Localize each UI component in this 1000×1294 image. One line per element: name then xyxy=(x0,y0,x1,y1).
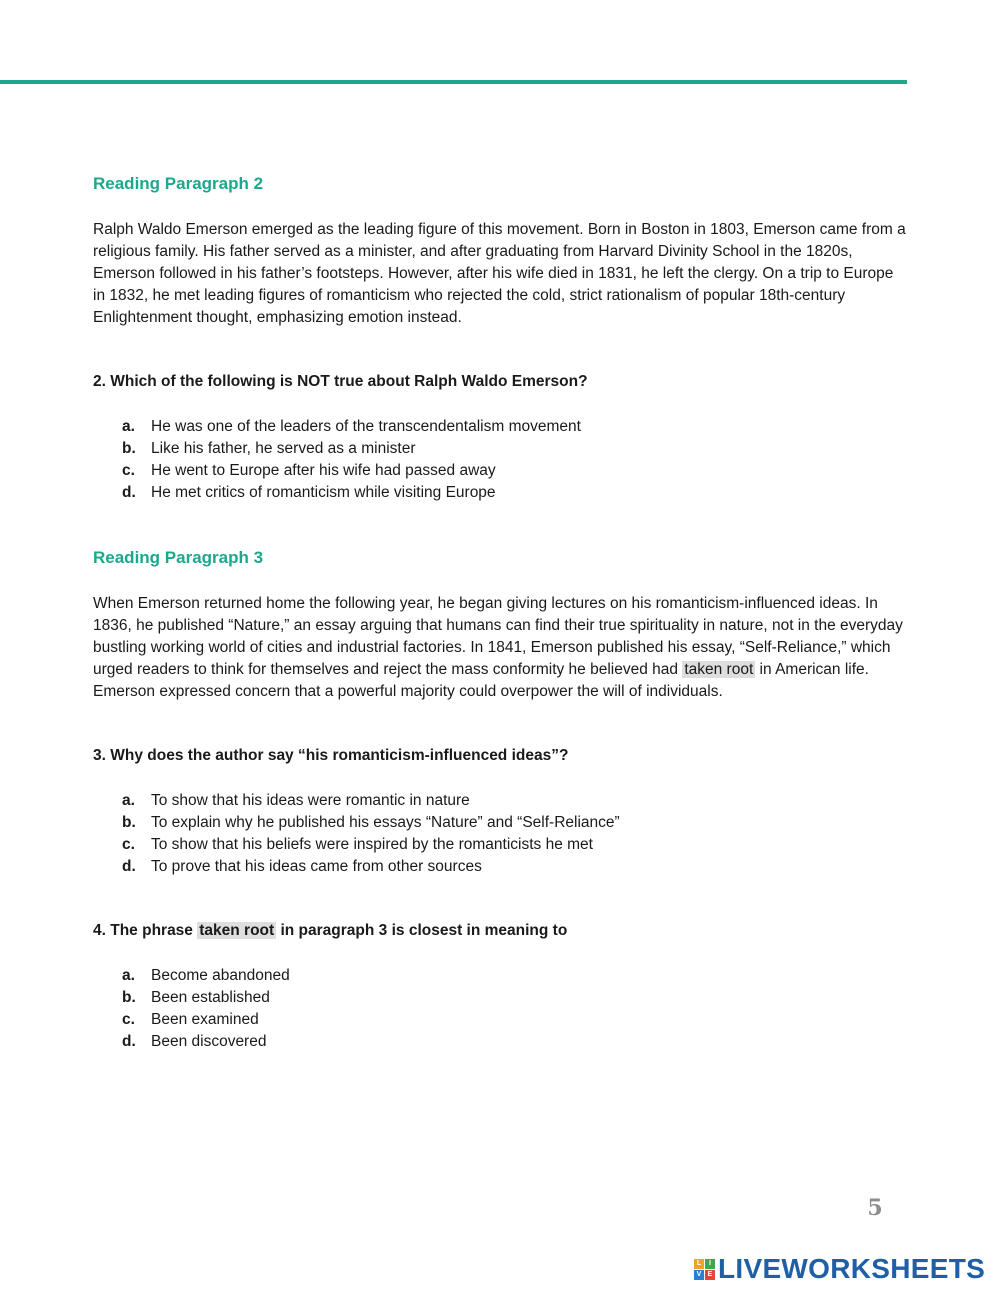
option-3c[interactable] xyxy=(122,834,908,856)
option-text: Like his father, he served as a minister xyxy=(151,440,416,457)
logo-letter: I xyxy=(705,1259,715,1269)
option-text: To show that his ideas were romantic in nature xyxy=(151,792,470,809)
logo-letter: V xyxy=(694,1270,704,1280)
option-2c[interactable] xyxy=(122,460,908,482)
paragraph-3-text-after: in American life. Emerson expressed concern that a powerful majority could overpower the will of individuals. xyxy=(93,661,869,700)
question-2: 2. Which of the following is NOT true about Ralph Waldo Emerson? xyxy=(93,373,588,390)
option-text: Been established xyxy=(151,989,270,1006)
option-text: To prove that his ideas came from other sources xyxy=(151,858,482,875)
option-4c[interactable] xyxy=(122,1009,908,1031)
option-4a[interactable] xyxy=(122,965,908,987)
highlighted-phrase: taken root xyxy=(684,661,754,678)
option-letter: d. xyxy=(122,484,136,501)
worksheet-content xyxy=(93,172,908,1053)
reading-paragraph-3 xyxy=(93,593,908,703)
option-letter: b. xyxy=(122,814,136,831)
option-4b[interactable] xyxy=(122,987,908,1009)
paragraph-3-text-before: When Emerson returned home the following year, he began giving lectures on his romanticism-influenced ideas. In 1836, he published “Nature,” an essay arguing that humans can find their true spirituality in nature, not in the everyday bustling working world of cities and industrial factories. In 1841, Emerson published his essay, “Self-Reliance,” which urged readers to think for themselves and reject the mass conformity he believed had xyxy=(93,595,903,678)
option-text: Been examined xyxy=(151,1011,259,1028)
option-4d[interactable] xyxy=(122,1031,908,1053)
option-letter: d. xyxy=(122,1033,136,1050)
question-3-options xyxy=(93,790,908,878)
option-2a[interactable] xyxy=(122,416,908,438)
option-letter: a. xyxy=(122,967,135,984)
logo-letter: L xyxy=(694,1259,704,1269)
option-text: To show that his beliefs were inspired by the romanticists he met xyxy=(151,836,593,853)
option-letter: b. xyxy=(122,440,136,457)
reading-paragraph-2: Ralph Waldo Emerson emerged as the leading figure of this movement. Born in Boston in 1803, Emerson came from a religious family. His father served as a minister, and after graduating from Harvard Divinity School in the 1820s, Emerson followed in his father’s footsteps. However, after his wife died in 1831, he left the clergy. On a trip to Europe in 1832, he met leading figures of romanticism who rejected the cold, strict rationalism of popular 18th-century Enlightenment thought, emphasizing emotion instead. xyxy=(93,221,906,326)
highlighted-phrase: taken root xyxy=(199,922,275,939)
option-2d[interactable] xyxy=(122,482,908,504)
option-letter: c. xyxy=(122,462,135,479)
section-heading-paragraph-3: Reading Paragraph 3 xyxy=(93,548,264,567)
question-4-text-before: 4. The phrase xyxy=(93,922,198,939)
question-4 xyxy=(93,920,908,942)
option-text: Become abandoned xyxy=(151,967,290,984)
logo-letter: E xyxy=(705,1270,715,1280)
option-2b[interactable] xyxy=(122,438,908,460)
option-3b[interactable] xyxy=(122,812,908,834)
question-4-options xyxy=(93,965,908,1053)
page-number: 5 xyxy=(867,1195,883,1221)
option-letter: c. xyxy=(122,836,135,853)
section-heading-paragraph-2: Reading Paragraph 2 xyxy=(93,174,264,193)
option-3d[interactable] xyxy=(122,856,908,878)
option-letter: d. xyxy=(122,858,136,875)
option-text: He went to Europe after his wife had passed away xyxy=(151,462,496,479)
option-text: He was one of the leaders of the transcendentalism movement xyxy=(151,418,581,435)
liveworksheets-brand[interactable] xyxy=(694,1253,985,1285)
question-4-text-after: in paragraph 3 is closest in meaning to xyxy=(276,922,568,939)
option-letter: b. xyxy=(122,989,136,1006)
option-text: He met critics of romanticism while visiting Europe xyxy=(151,484,496,501)
option-letter: a. xyxy=(122,792,135,809)
header-rule xyxy=(0,80,907,84)
option-3a[interactable] xyxy=(122,790,908,812)
option-text: Been discovered xyxy=(151,1033,267,1050)
liveworksheets-logo-icon xyxy=(694,1259,715,1280)
question-3: 3. Why does the author say “his romanticism-influenced ideas”? xyxy=(93,747,569,764)
option-text: To explain why he published his essays “Nature” and “Self-Reliance” xyxy=(151,814,620,831)
option-letter: a. xyxy=(122,418,135,435)
brand-name: LIVEWORKSHEETS xyxy=(718,1253,986,1284)
question-2-options xyxy=(93,416,908,504)
option-letter: c. xyxy=(122,1011,135,1028)
